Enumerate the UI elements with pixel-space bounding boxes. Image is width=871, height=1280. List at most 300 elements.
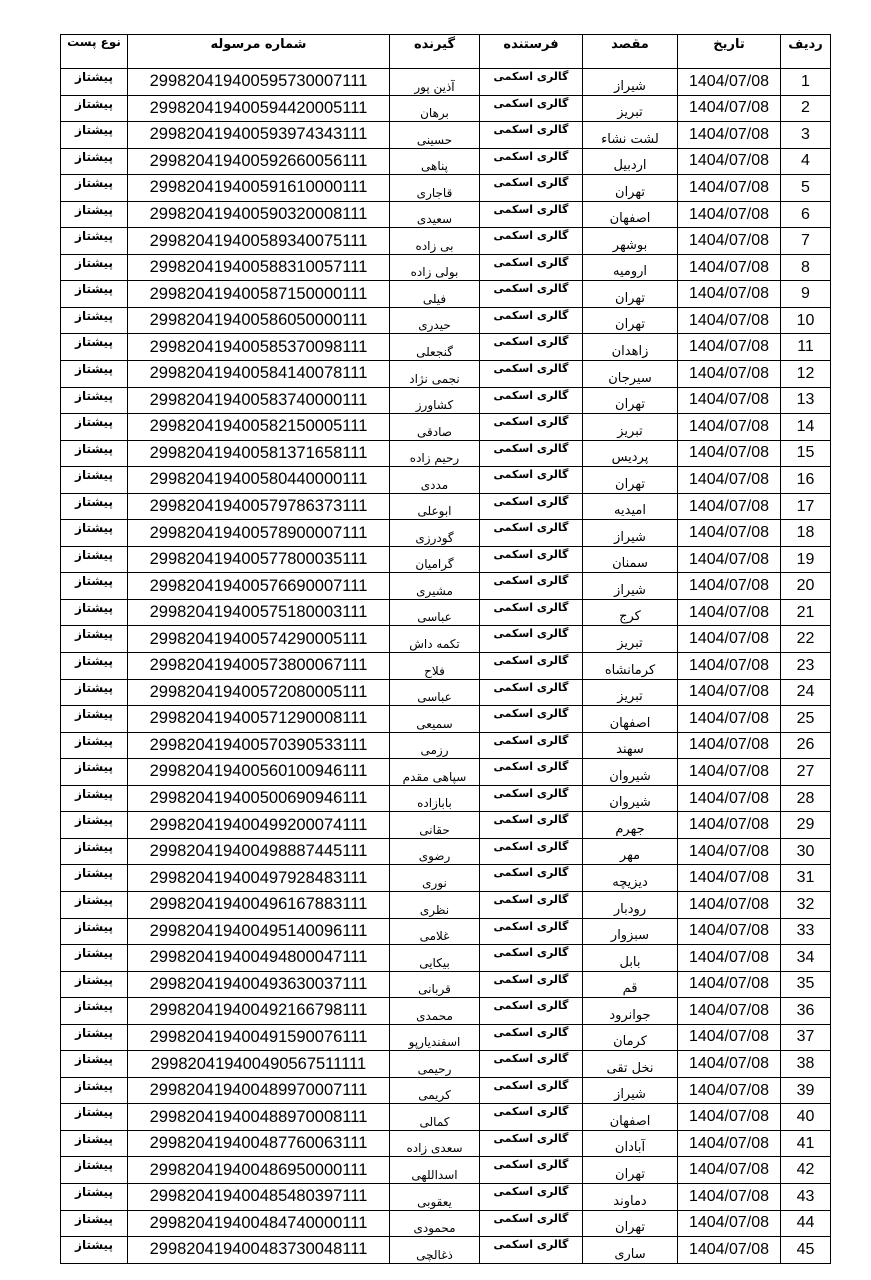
row-sender: گالری اسکمی <box>480 201 583 228</box>
row-date: 1404/07/08 <box>678 838 781 865</box>
row-number: 22 <box>781 626 831 653</box>
row-date: 1404/07/08 <box>678 254 781 281</box>
table-row <box>61 1130 831 1157</box>
row-tracking-number: 299820419400485480397111 <box>128 1183 390 1210</box>
row-sender: گالری اسکمی <box>480 148 583 175</box>
row-post-type: پیشتاز <box>61 732 128 759</box>
row-tracking-number: 299820419400495140096111 <box>128 918 390 945</box>
table-row <box>61 69 831 96</box>
row-sender: گالری اسکمی <box>480 1210 583 1237</box>
row-sender: گالری اسکمی <box>480 998 583 1025</box>
row-date: 1404/07/08 <box>678 546 781 573</box>
row-sender: گالری اسکمی <box>480 599 583 626</box>
table-row <box>61 732 831 759</box>
row-destination: رودبار <box>583 891 678 918</box>
row-tracking-number: 299820419400577800035111 <box>128 546 390 573</box>
row-destination: دیزیچه <box>583 865 678 892</box>
row-tracking-number: 299820419400486950000111 <box>128 1157 390 1184</box>
table-row <box>61 1157 831 1184</box>
header-radif: ردیف <box>781 35 831 69</box>
row-receiver: ابوعلی <box>390 493 480 520</box>
row-destination: کرمان <box>583 1024 678 1051</box>
row-receiver: مشیری <box>390 573 480 600</box>
row-number: 42 <box>781 1157 831 1184</box>
row-destination: شیراز <box>583 573 678 600</box>
row-destination: ارومیه <box>583 254 678 281</box>
row-date: 1404/07/08 <box>678 414 781 441</box>
row-sender: گالری اسکمی <box>480 706 583 733</box>
row-destination: اصفهان <box>583 706 678 733</box>
row-destination: تبریز <box>583 626 678 653</box>
header-row <box>61 35 831 69</box>
row-post-type: پیشتاز <box>61 414 128 441</box>
row-number: 5 <box>781 175 831 202</box>
row-sender: گالری اسکمی <box>480 228 583 255</box>
row-sender: گالری اسکمی <box>480 493 583 520</box>
row-number: 7 <box>781 228 831 255</box>
row-number: 16 <box>781 467 831 494</box>
row-sender: گالری اسکمی <box>480 414 583 441</box>
row-destination: تهران <box>583 1157 678 1184</box>
row-tracking-number: 299820419400491590076111 <box>128 1024 390 1051</box>
row-receiver: رزمی <box>390 732 480 759</box>
row-sender: گالری اسکمی <box>480 440 583 467</box>
row-date: 1404/07/08 <box>678 175 781 202</box>
row-receiver: فلاح <box>390 653 480 680</box>
row-date: 1404/07/08 <box>678 1077 781 1104</box>
row-post-type: پیشتاز <box>61 1157 128 1184</box>
row-destination: شیراز <box>583 520 678 547</box>
row-post-type: پیشتاز <box>61 546 128 573</box>
row-sender: گالری اسکمی <box>480 387 583 414</box>
row-receiver: قاجاری <box>390 175 480 202</box>
row-number: 9 <box>781 281 831 308</box>
row-tracking-number: 299820419400483730048111 <box>128 1237 390 1264</box>
row-tracking-number: 299820419400487760063111 <box>128 1130 390 1157</box>
row-number: 6 <box>781 201 831 228</box>
row-date: 1404/07/08 <box>678 759 781 786</box>
row-date: 1404/07/08 <box>678 148 781 175</box>
table-row <box>61 1051 831 1078</box>
row-tracking-number: 299820419400490567511111 <box>128 1051 390 1078</box>
row-number: 14 <box>781 414 831 441</box>
row-date: 1404/07/08 <box>678 653 781 680</box>
row-destination: تهران <box>583 281 678 308</box>
row-number: 39 <box>781 1077 831 1104</box>
row-destination: زاهدان <box>583 334 678 361</box>
row-tracking-number: 299820419400488970008111 <box>128 1104 390 1131</box>
row-tracking-number: 299820419400492166798111 <box>128 998 390 1025</box>
table-row <box>61 281 831 308</box>
header-type: نوع پست <box>61 35 128 69</box>
row-sender: گالری اسکمی <box>480 1157 583 1184</box>
header-sender: فرستنده <box>480 35 583 69</box>
row-post-type: پیشتاز <box>61 175 128 202</box>
row-tracking-number: 299820419400494800047111 <box>128 945 390 972</box>
row-post-type: پیشتاز <box>61 228 128 255</box>
table-row <box>61 440 831 467</box>
row-sender: گالری اسکمی <box>480 1237 583 1264</box>
row-number: 38 <box>781 1051 831 1078</box>
row-sender: گالری اسکمی <box>480 918 583 945</box>
row-sender: گالری اسکمی <box>480 122 583 149</box>
row-sender: گالری اسکمی <box>480 1183 583 1210</box>
row-tracking-number: 299820419400575180003111 <box>128 599 390 626</box>
row-post-type: پیشتاز <box>61 69 128 96</box>
row-receiver: سپاهی مقدم <box>390 759 480 786</box>
row-receiver: غلامی <box>390 918 480 945</box>
row-post-type: پیشتاز <box>61 838 128 865</box>
table-row <box>61 599 831 626</box>
row-tracking-number: 299820419400580440000111 <box>128 467 390 494</box>
row-sender: گالری اسکمی <box>480 838 583 865</box>
row-tracking-number: 299820419400489970007111 <box>128 1077 390 1104</box>
row-post-type: پیشتاز <box>61 573 128 600</box>
row-number: 19 <box>781 546 831 573</box>
row-number: 1 <box>781 69 831 96</box>
row-destination: تبریز <box>583 679 678 706</box>
table-row <box>61 945 831 972</box>
row-destination: ساری <box>583 1237 678 1264</box>
row-receiver: محمودی <box>390 1210 480 1237</box>
row-receiver: رضوی <box>390 838 480 865</box>
row-number: 21 <box>781 599 831 626</box>
row-number: 32 <box>781 891 831 918</box>
row-receiver: یعقوبی <box>390 1183 480 1210</box>
row-number: 34 <box>781 945 831 972</box>
row-sender: گالری اسکمی <box>480 467 583 494</box>
row-number: 15 <box>781 440 831 467</box>
row-post-type: پیشتاز <box>61 281 128 308</box>
row-number: 4 <box>781 148 831 175</box>
row-number: 44 <box>781 1210 831 1237</box>
row-post-type: پیشتاز <box>61 679 128 706</box>
row-receiver: تکمه داش <box>390 626 480 653</box>
table-row <box>61 573 831 600</box>
row-date: 1404/07/08 <box>678 1130 781 1157</box>
table-row <box>61 679 831 706</box>
row-date: 1404/07/08 <box>678 228 781 255</box>
row-post-type: پیشتاز <box>61 891 128 918</box>
row-number: 43 <box>781 1183 831 1210</box>
row-destination: امیدیه <box>583 493 678 520</box>
row-receiver: سعیدی <box>390 201 480 228</box>
row-post-type: پیشتاز <box>61 440 128 467</box>
row-destination: تهران <box>583 175 678 202</box>
row-tracking-number: 299820419400560100946111 <box>128 759 390 786</box>
row-post-type: پیشتاز <box>61 945 128 972</box>
row-tracking-number: 299820419400584140078111 <box>128 361 390 388</box>
row-date: 1404/07/08 <box>678 1237 781 1264</box>
row-sender: گالری اسکمی <box>480 361 583 388</box>
row-post-type: پیشتاز <box>61 254 128 281</box>
table-row <box>61 653 831 680</box>
row-tracking-number: 299820419400586050000111 <box>128 307 390 334</box>
row-post-type: پیشتاز <box>61 1183 128 1210</box>
row-post-type: پیشتاز <box>61 653 128 680</box>
row-date: 1404/07/08 <box>678 998 781 1025</box>
row-number: 35 <box>781 971 831 998</box>
row-tracking-number: 299820419400582150005111 <box>128 414 390 441</box>
row-receiver: حیدری <box>390 307 480 334</box>
row-destination: اردبیل <box>583 148 678 175</box>
row-destination: تبریز <box>583 95 678 122</box>
row-tracking-number: 299820419400594420005111 <box>128 95 390 122</box>
row-post-type: پیشتاز <box>61 493 128 520</box>
row-tracking-number: 299820419400576690007111 <box>128 573 390 600</box>
row-sender: گالری اسکمی <box>480 759 583 786</box>
row-number: 26 <box>781 732 831 759</box>
row-tracking-number: 299820419400574290005111 <box>128 626 390 653</box>
row-receiver: اسفندیارپو <box>390 1024 480 1051</box>
row-receiver: آذین پور <box>390 69 480 96</box>
table-row <box>61 1183 831 1210</box>
row-destination: کرج <box>583 599 678 626</box>
row-tracking-number: 299820419400493630037111 <box>128 971 390 998</box>
row-post-type: پیشتاز <box>61 599 128 626</box>
row-tracking-number: 299820419400591610000111 <box>128 175 390 202</box>
row-date: 1404/07/08 <box>678 1210 781 1237</box>
table-row <box>61 493 831 520</box>
row-tracking-number: 299820419400587150000111 <box>128 281 390 308</box>
row-number: 17 <box>781 493 831 520</box>
row-destination: تهران <box>583 307 678 334</box>
table-row <box>61 334 831 361</box>
table-row <box>61 1104 831 1131</box>
row-receiver: رحیم زاده <box>390 440 480 467</box>
table-row <box>61 122 831 149</box>
row-tracking-number: 299820419400573800067111 <box>128 653 390 680</box>
row-date: 1404/07/08 <box>678 201 781 228</box>
table-row <box>61 865 831 892</box>
row-sender: گالری اسکمی <box>480 1024 583 1051</box>
row-receiver: برهان <box>390 95 480 122</box>
table-row <box>61 175 831 202</box>
row-tracking-number: 299820419400581371658111 <box>128 440 390 467</box>
table-row <box>61 971 831 998</box>
row-destination: سهند <box>583 732 678 759</box>
shipment-sheet <box>60 34 830 1264</box>
row-number: 23 <box>781 653 831 680</box>
row-tracking-number: 299820419400570390533111 <box>128 732 390 759</box>
row-date: 1404/07/08 <box>678 69 781 96</box>
row-sender: گالری اسکمی <box>480 732 583 759</box>
row-receiver: سمیعی <box>390 706 480 733</box>
row-post-type: پیشتاز <box>61 387 128 414</box>
row-date: 1404/07/08 <box>678 1024 781 1051</box>
row-sender: گالری اسکمی <box>480 971 583 998</box>
row-post-type: پیشتاز <box>61 1077 128 1104</box>
row-date: 1404/07/08 <box>678 307 781 334</box>
row-sender: گالری اسکمی <box>480 95 583 122</box>
row-date: 1404/07/08 <box>678 1183 781 1210</box>
row-destination: بوشهر <box>583 228 678 255</box>
row-destination: بابل <box>583 945 678 972</box>
row-sender: گالری اسکمی <box>480 254 583 281</box>
row-sender: گالری اسکمی <box>480 175 583 202</box>
row-tracking-number: 299820419400592660056111 <box>128 148 390 175</box>
row-destination: جوانرود <box>583 998 678 1025</box>
row-post-type: پیشتاز <box>61 1024 128 1051</box>
row-receiver: نوری <box>390 865 480 892</box>
row-destination: قم <box>583 971 678 998</box>
row-number: 41 <box>781 1130 831 1157</box>
row-date: 1404/07/08 <box>678 891 781 918</box>
row-number: 36 <box>781 998 831 1025</box>
table-row <box>61 918 831 945</box>
row-destination: اصفهان <box>583 201 678 228</box>
table-row <box>61 148 831 175</box>
row-receiver: حسینی <box>390 122 480 149</box>
table-row <box>61 414 831 441</box>
row-receiver: رحیمی <box>390 1051 480 1078</box>
row-receiver: سعدی زاده <box>390 1130 480 1157</box>
row-number: 13 <box>781 387 831 414</box>
header-date: تاریخ <box>678 35 781 69</box>
row-number: 25 <box>781 706 831 733</box>
row-post-type: پیشتاز <box>61 334 128 361</box>
row-post-type: پیشتاز <box>61 148 128 175</box>
row-post-type: پیشتاز <box>61 307 128 334</box>
row-number: 27 <box>781 759 831 786</box>
row-date: 1404/07/08 <box>678 918 781 945</box>
row-destination: دماوند <box>583 1183 678 1210</box>
row-date: 1404/07/08 <box>678 945 781 972</box>
row-date: 1404/07/08 <box>678 1157 781 1184</box>
row-receiver: بیکایی <box>390 945 480 972</box>
row-sender: گالری اسکمی <box>480 1130 583 1157</box>
row-tracking-number: 299820419400572080005111 <box>128 679 390 706</box>
row-sender: گالری اسکمی <box>480 281 583 308</box>
row-sender: گالری اسکمی <box>480 1051 583 1078</box>
table-row <box>61 1077 831 1104</box>
table-row <box>61 520 831 547</box>
row-receiver: نجمی نژاد <box>390 361 480 388</box>
row-post-type: پیشتاز <box>61 971 128 998</box>
row-sender: گالری اسکمی <box>480 812 583 839</box>
row-tracking-number: 299820419400500690946111 <box>128 785 390 812</box>
row-number: 40 <box>781 1104 831 1131</box>
table-row <box>61 387 831 414</box>
row-post-type: پیشتاز <box>61 95 128 122</box>
row-receiver: حقانی <box>390 812 480 839</box>
row-sender: گالری اسکمی <box>480 653 583 680</box>
row-receiver: بولی زاده <box>390 254 480 281</box>
row-destination: تبریز <box>583 414 678 441</box>
table-row <box>61 891 831 918</box>
row-sender: گالری اسکمی <box>480 307 583 334</box>
row-destination: شیروان <box>583 759 678 786</box>
table-row <box>61 706 831 733</box>
table-row <box>61 228 831 255</box>
row-number: 31 <box>781 865 831 892</box>
row-date: 1404/07/08 <box>678 281 781 308</box>
table-row <box>61 95 831 122</box>
row-date: 1404/07/08 <box>678 361 781 388</box>
row-post-type: پیشتاز <box>61 520 128 547</box>
row-receiver: گودرزی <box>390 520 480 547</box>
table-row <box>61 467 831 494</box>
header-receiver: گیرنده <box>390 35 480 69</box>
row-sender: گالری اسکمی <box>480 679 583 706</box>
row-post-type: پیشتاز <box>61 706 128 733</box>
table-row <box>61 361 831 388</box>
table-row <box>61 626 831 653</box>
row-number: 11 <box>781 334 831 361</box>
row-date: 1404/07/08 <box>678 122 781 149</box>
row-receiver: گرامیان <box>390 546 480 573</box>
row-post-type: پیشتاز <box>61 812 128 839</box>
row-destination: آبادان <box>583 1130 678 1157</box>
table-row <box>61 838 831 865</box>
row-receiver: گنجعلی <box>390 334 480 361</box>
row-tracking-number: 299820419400578900007111 <box>128 520 390 547</box>
row-date: 1404/07/08 <box>678 95 781 122</box>
row-destination: کرمانشاه <box>583 653 678 680</box>
row-date: 1404/07/08 <box>678 520 781 547</box>
row-date: 1404/07/08 <box>678 334 781 361</box>
row-post-type: پیشتاز <box>61 759 128 786</box>
row-receiver: عباسی <box>390 599 480 626</box>
row-number: 29 <box>781 812 831 839</box>
row-tracking-number: 299820419400579786373111 <box>128 493 390 520</box>
row-tracking-number: 299820419400496167883111 <box>128 891 390 918</box>
row-number: 28 <box>781 785 831 812</box>
row-sender: گالری اسکمی <box>480 626 583 653</box>
row-receiver: نظری <box>390 891 480 918</box>
row-number: 37 <box>781 1024 831 1051</box>
row-post-type: پیشتاز <box>61 361 128 388</box>
row-destination: تهران <box>583 1210 678 1237</box>
row-receiver: فیلی <box>390 281 480 308</box>
row-date: 1404/07/08 <box>678 387 781 414</box>
row-destination: سیرجان <box>583 361 678 388</box>
row-destination: شیراز <box>583 1077 678 1104</box>
row-destination: مهر <box>583 838 678 865</box>
row-destination: شیراز <box>583 69 678 96</box>
row-receiver: عباسی <box>390 679 480 706</box>
row-destination: تهران <box>583 467 678 494</box>
row-receiver: پناهی <box>390 148 480 175</box>
row-number: 12 <box>781 361 831 388</box>
row-date: 1404/07/08 <box>678 1051 781 1078</box>
row-post-type: پیشتاز <box>61 1237 128 1264</box>
row-receiver: کریمی <box>390 1077 480 1104</box>
row-number: 18 <box>781 520 831 547</box>
row-destination: نخل تقی <box>583 1051 678 1078</box>
row-sender: گالری اسکمی <box>480 520 583 547</box>
row-receiver: قربانی <box>390 971 480 998</box>
row-sender: گالری اسکمی <box>480 865 583 892</box>
row-post-type: پیشتاز <box>61 1130 128 1157</box>
table-row <box>61 998 831 1025</box>
shipment-table <box>60 34 831 1264</box>
row-number: 33 <box>781 918 831 945</box>
row-sender: گالری اسکمی <box>480 546 583 573</box>
row-sender: گالری اسکمی <box>480 891 583 918</box>
row-sender: گالری اسکمی <box>480 69 583 96</box>
row-tracking-number: 299820419400589340075111 <box>128 228 390 255</box>
row-tracking-number: 299820419400484740000111 <box>128 1210 390 1237</box>
row-destination: اصفهان <box>583 1104 678 1131</box>
table-row <box>61 812 831 839</box>
row-tracking-number: 299820419400498887445111 <box>128 838 390 865</box>
row-sender: گالری اسکمی <box>480 945 583 972</box>
row-date: 1404/07/08 <box>678 1104 781 1131</box>
row-destination: تهران <box>583 387 678 414</box>
row-number: 8 <box>781 254 831 281</box>
header-destination: مقصد <box>583 35 678 69</box>
